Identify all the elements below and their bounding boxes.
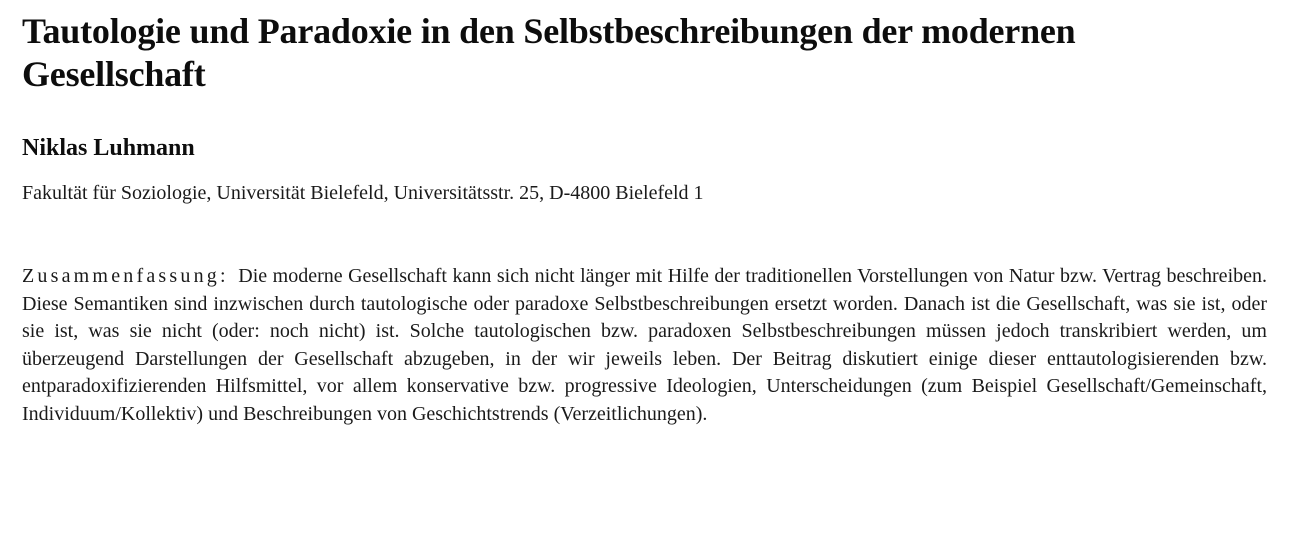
- paper-title: Tautologie und Paradoxie in den Selbstbeschreibungen der modernen Gesellschaft: [22, 11, 1076, 94]
- paper-header: [22, 10, 1267, 425]
- author-affiliation: Fakultät für Soziologie, Universität Bielefeld, Universitätsstr. 25, D-4800 Bielefeld 1: [22, 182, 704, 204]
- abstract: [22, 263, 1267, 428]
- author-name: Niklas Luhmann: [22, 135, 195, 161]
- abstract-label: Zusammenfassung:: [22, 265, 229, 287]
- abstract-text: Die moderne Gesellschaft kann sich nicht länger mit Hilfe der traditionellen Vorstellungen von Natur bzw. Vertrag beschreiben. Diese Semantiken sind inzwischen durch tautologische oder paradoxe Selbstbeschreibungen ersetzt worden. Danach ist die Gesellschaft, was sie ist, oder sie ist, was sie nicht (oder: noch nicht) ist. Solche tautologischen bzw. paradoxen Selbstbeschreibungen müssen jedoch transkribiert werden, um überzeugend Darstellungen der Gesellschaft abzugeben, in der wir jeweils leben. Der Beitrag diskutiert einige dieser enttautologisierenden bzw. entparadoxifizierenden Hilfsmittel, vor allem konservative bzw. progressive Ideologien, Unterscheidungen (zum Beispiel Gesellschaft/Gemeinschaft, Individuum/Kollektiv) und Beschreibungen von Geschichtstrends (Verzeitlichungen).: [22, 265, 1267, 425]
